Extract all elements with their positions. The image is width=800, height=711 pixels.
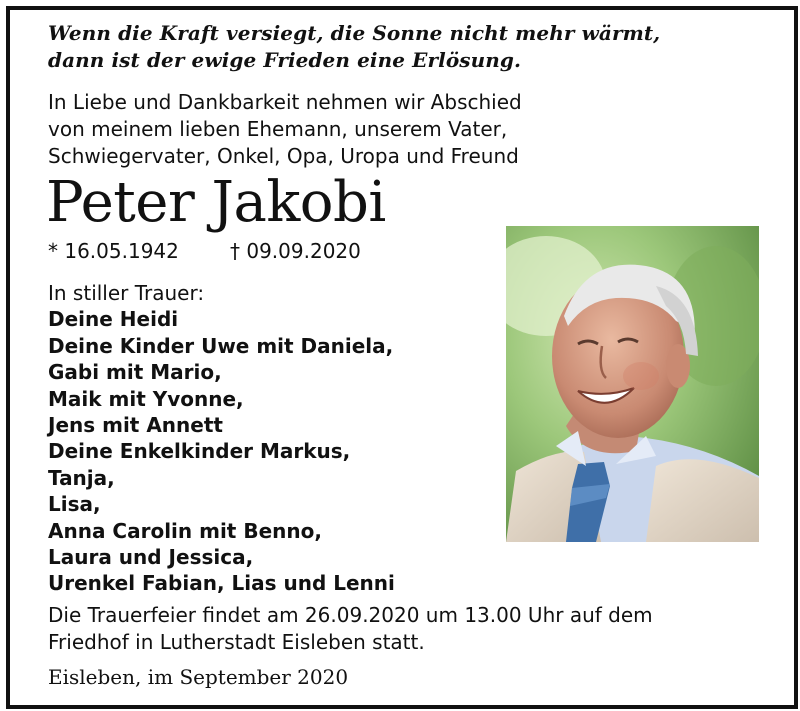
life-dates [48, 238, 468, 265]
motto-line: dann ist der ewige Frieden eine Erlösung. [48, 48, 522, 72]
portrait-photo [506, 226, 759, 542]
intro-line: In Liebe und Dankbarkeit nehmen wir Abschied [48, 90, 522, 114]
intro-line: Schwiegervater, Onkel, Opa, Uropa und Freund [48, 144, 519, 168]
mourner-line: Laura und Jessica, [48, 545, 254, 570]
mourner-line: Jens mit Annett [48, 413, 223, 438]
deceased-name: Peter Jakobi [46, 170, 386, 235]
intro-line: von meinem lieben Ehemann, unserem Vater, [48, 117, 508, 141]
place-and-date: Eisleben, im September 2020 [48, 665, 349, 689]
mourner-line: Anna Carolin mit Benno, [48, 518, 322, 543]
intro-text [48, 89, 608, 170]
mourner-line: Deine Enkelkinder Markus, [48, 439, 351, 464]
mourner-line: Lisa, [48, 492, 101, 517]
death-date: † 09.09.2020 [230, 239, 361, 263]
funeral-info [48, 602, 748, 656]
mourner-line: Urenkel Fabian, Lias und Lenni [48, 571, 395, 596]
motto-quote [48, 20, 748, 74]
motto-line: Wenn die Kraft versiegt, die Sonne nicht mehr wärmt, [48, 21, 661, 45]
mourner-line: Deine Heidi [48, 307, 179, 332]
mourners-heading: In stiller Trauer: [48, 281, 205, 305]
mourner-line: Gabi mit Mario, [48, 360, 222, 385]
mourner-line: Maik mit Yvonne, [48, 386, 244, 411]
portrait-illustration [506, 226, 759, 542]
birth-date: * 16.05.1942 [48, 239, 179, 263]
mourner-line: Tanja, [48, 465, 115, 490]
mourner-line: Deine Kinder Uwe mit Daniela, [48, 333, 394, 358]
mourners-list [48, 280, 488, 597]
funeral-line: Friedhof in Lutherstadt Eisleben statt. [48, 630, 425, 654]
funeral-line: Die Trauerfeier findet am 26.09.2020 um 13.00 Uhr auf dem [48, 603, 653, 627]
